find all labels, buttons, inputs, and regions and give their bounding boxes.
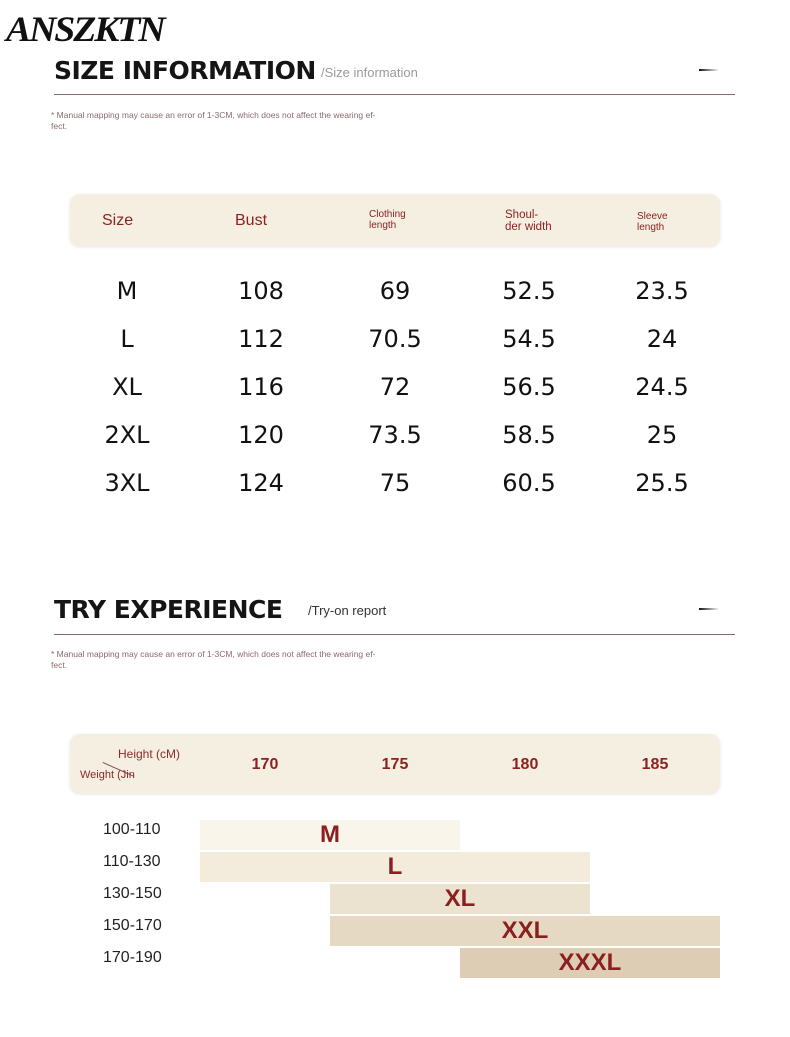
height-axis-label: Height (cM) xyxy=(118,747,181,761)
measurement-cell: 120 xyxy=(238,421,284,449)
recommended-size-label: XXL xyxy=(501,917,549,944)
weight-row-label: 100-110 xyxy=(103,821,161,838)
header-bust: Bust xyxy=(235,212,268,229)
arrow-right-icon xyxy=(699,65,719,75)
arrow-right-icon xyxy=(699,604,719,614)
height-column-175: 175 xyxy=(381,756,409,773)
measurement-cell: 75 xyxy=(379,469,411,497)
size-cell: 3XL xyxy=(104,469,150,497)
size-cell: L xyxy=(120,325,134,353)
measurement-cell: 25.5 xyxy=(635,469,689,497)
measurement-cell: 112 xyxy=(238,325,284,353)
measurement-cell: 108 xyxy=(238,277,284,305)
measurement-cell: 69 xyxy=(379,277,411,305)
recommended-size-label: L xyxy=(387,853,403,880)
header-size: Size xyxy=(102,212,134,229)
size-section-subtitle: /Size information xyxy=(321,65,418,80)
height-column-180: 180 xyxy=(511,756,539,773)
header-sleeve-length: Sleeve length xyxy=(637,211,668,233)
size-section-rule xyxy=(54,94,735,95)
size-section-title: SIZE INFORMATION xyxy=(54,56,316,85)
measurement-cell: 24 xyxy=(646,325,678,353)
measurement-cell: 24.5 xyxy=(635,373,689,401)
header-clothing-length: Clothing length xyxy=(369,209,406,231)
weight-axis-label: Weight (Jin xyxy=(80,769,135,781)
size-cell: 2XL xyxy=(104,421,150,449)
try-section-note: * Manual mapping may cause an error of 1-3CM, which does not affect the wearing ef- fect. xyxy=(51,649,376,670)
measurement-cell: 70.5 xyxy=(368,325,422,353)
height-column-170: 170 xyxy=(251,756,279,773)
measurement-cell: 73.5 xyxy=(368,421,422,449)
weight-row-label: 130-150 xyxy=(103,885,162,902)
measurement-cell: 72 xyxy=(379,373,411,401)
weight-row-label: 170-190 xyxy=(103,949,162,966)
try-section-title: TRY EXPERIENCE xyxy=(54,595,283,624)
measurement-cell: 54.5 xyxy=(502,325,556,353)
try-section-subtitle: /Try-on report xyxy=(308,603,387,618)
header-shoulder-width: Shoul- der width xyxy=(505,209,552,233)
measurement-cell: 124 xyxy=(238,469,284,497)
recommended-size-label: XXXL xyxy=(558,949,622,976)
brand-logo: ANSZKTN xyxy=(6,9,164,49)
measurement-cell: 52.5 xyxy=(502,277,556,305)
recommended-size-label: M xyxy=(320,821,340,848)
size-cell: XL xyxy=(112,373,142,401)
measurement-cell: 23.5 xyxy=(635,277,689,305)
try-section-rule xyxy=(54,634,735,635)
measurement-cell: 58.5 xyxy=(502,421,556,449)
height-column-185: 185 xyxy=(641,756,669,773)
measurement-cell: 116 xyxy=(238,373,284,401)
weight-row-label: 110-130 xyxy=(103,853,161,870)
size-cell: M xyxy=(116,277,138,305)
recommended-size-label: XL xyxy=(444,885,476,912)
measurement-cell: 56.5 xyxy=(502,373,556,401)
measurement-cell: 25 xyxy=(646,421,678,449)
weight-row-label: 150-170 xyxy=(103,917,162,934)
measurement-cell: 60.5 xyxy=(502,469,556,497)
size-section-note: * Manual mapping may cause an error of 1-3CM, which does not affect the wearing ef- fect. xyxy=(51,110,376,131)
